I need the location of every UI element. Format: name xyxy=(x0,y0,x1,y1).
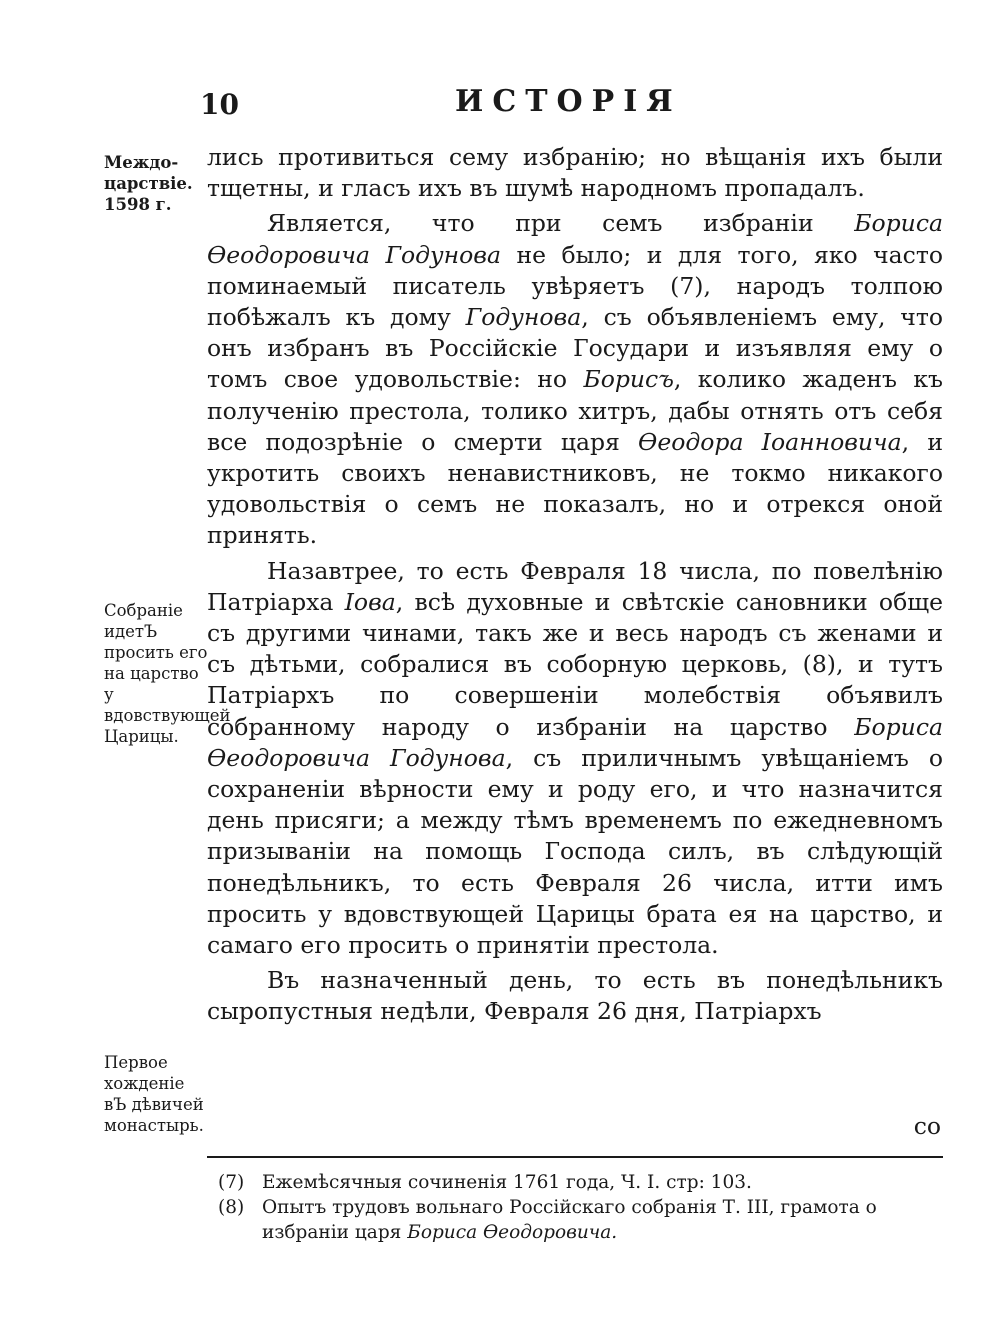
footnote-text xyxy=(262,1195,943,1245)
paragraph-3-text: , всѣ духовные и свѣтскіе сановники обще съ другими чинами, такъ же и весь народъ съ женами и съ дѣтьми, собралися въ соборную церковь, (8), и тутъ Патріархъ по совершеніи молебствія объявилъ собранному народу о избраніи на царство xyxy=(207,587,943,741)
footnote-marker: (8) xyxy=(218,1197,245,1218)
main-text xyxy=(207,142,943,1028)
page-number: 10 xyxy=(200,88,239,121)
paragraph-2-name: Годунова xyxy=(465,303,582,332)
footnote-marker: (7) xyxy=(218,1172,245,1193)
paragraph-2 xyxy=(207,208,943,551)
paragraph-2-name: Өеодора Іоанновича xyxy=(638,427,902,456)
paragraph-1: лись противиться сему избранію; но вѣщанія ихъ были тщетны, и гласъ ихъ въ шумѣ народномъ пропадалъ. xyxy=(207,143,943,203)
footnote-italic: Бориса Өеодоровича. xyxy=(407,1222,618,1243)
paragraph-3 xyxy=(207,556,943,962)
footnote-divider xyxy=(207,1156,943,1158)
footnote-text-body: Опытъ трудовъ вольнаго Россійскаго собранія Т. III, грамота о избраніи царя xyxy=(262,1197,877,1243)
footnote-8 xyxy=(218,1195,943,1245)
paragraph-2-text: Является, что при семъ избраніи xyxy=(267,209,855,238)
footnote-text: Ежемѣсячныя сочиненія 1761 года, Ч. I. стр: 103. xyxy=(262,1172,752,1193)
footnote-7 xyxy=(218,1170,943,1195)
paragraph-2-name: Бориса Өеодоровича Годунова xyxy=(207,209,943,269)
catchword: со xyxy=(913,1112,941,1140)
paragraph-3-text: , съ приличнымъ увѣщаніемъ о сохраненіи вѣрности ему и роду его, и что назначится день присяги; а между тѣмъ временемъ по ежедневномъ призываніи на помощь Господа силъ, въ слѣдующій понедѣльникъ, то есть Февраля 26 числа, итти имъ просить у вдовствующей Царицы брата ея на царство, и самаго его просить о принятіи престола. xyxy=(207,743,943,960)
paragraph-2-name: Борисъ xyxy=(583,365,674,394)
paragraph-3-name: Бориса Өеодоровича Годунова xyxy=(207,712,943,772)
margin-note-interregnum: Междо-царствіе. 1598 г. xyxy=(104,153,193,214)
running-title: ИСТОРІЯ xyxy=(455,84,682,119)
paragraph-2-text: , съ объявленіемъ ему, что онъ избранъ въ Россійскіе Государи и изъявляя ему о томъ свое удовольствіе: но xyxy=(207,303,943,394)
margin-note-assembly: Собраніе идетЪ просить его на царство у вдовствующей Царицы. xyxy=(104,601,231,746)
margin-note-first-procession: Первое хожденіе вЪ дѣвичей монастырь. xyxy=(104,1053,204,1135)
paragraph-3-name: Іова xyxy=(344,587,396,616)
paragraph-4: Въ назначенный день, то есть въ понедѣльникъ сыропустныя недѣли, Февраля 26 дня, Патріархъ xyxy=(207,966,943,1026)
paragraph-2-text: , и укротить своихъ ненавистниковъ, не токмо никакого удовольствія о семъ не показалъ, но и отрекся оной принять. xyxy=(207,427,943,550)
paragraph-2-text: не было; и для того, яко часто поминаемый писатель увѣряетъ (7), народъ толпою побѣжалъ къ дому xyxy=(207,240,943,332)
paragraph-3-text: Назавтрее, то есть Февраля 18 числа, по повелѣнію Патріарха xyxy=(207,556,943,616)
footnotes xyxy=(218,1170,943,1245)
paragraph-2-text: , колико жаденъ къ полученію престола, толико хитръ, дабы отнять отъ себя все подозрѣніе о смерти царя xyxy=(207,365,944,456)
